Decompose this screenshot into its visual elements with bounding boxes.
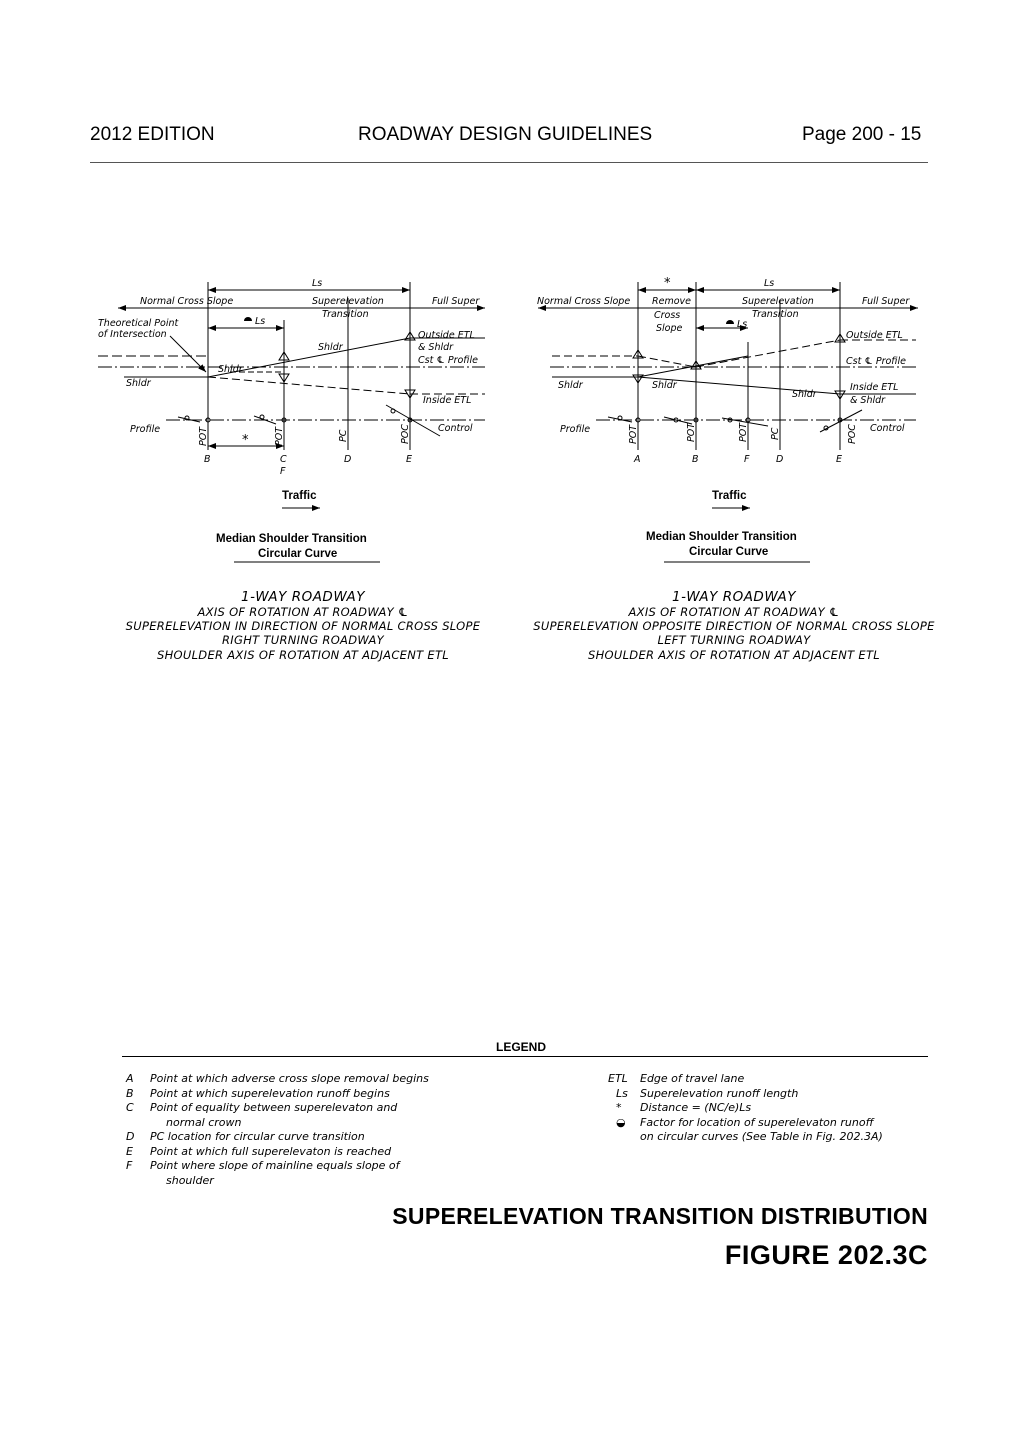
left-factor-icon <box>244 317 252 321</box>
right-ls-label: Ls <box>764 278 775 289</box>
legend-item <box>126 1087 429 1102</box>
left-note-1: 1-WAY ROADWAY <box>241 589 365 605</box>
legend-text: Point where slope of mainline equals slope of <box>150 1159 400 1172</box>
left-note-5: SHOULDER AXIS OF ROTATION AT ADJACENT ETL <box>156 648 450 662</box>
right-star: * <box>664 276 671 291</box>
left-inside-etl: Inside ETL <box>423 395 472 406</box>
right-shldr-left: Shldr <box>558 380 583 391</box>
right-remove-2: Cross <box>654 310 681 321</box>
left-pt-c: C <box>280 454 287 465</box>
legend-key: * <box>616 1101 622 1114</box>
legend-text: shoulder <box>166 1173 214 1187</box>
left-shldr-upper: Shldr <box>318 342 343 353</box>
right-transition-label: Transition <box>752 309 799 320</box>
left-note-4: RIGHT TURNING ROADWAY <box>222 633 384 647</box>
legend-text: PC location for circular curve transition <box>150 1130 365 1143</box>
legend-key: B <box>126 1086 134 1100</box>
right-poc: POC <box>847 424 858 444</box>
right-outside-remove <box>638 356 696 367</box>
right-pt-f: F <box>744 454 750 465</box>
legend-key: C <box>126 1101 134 1114</box>
left-pt-b: B <box>204 454 211 465</box>
right-profile-label: Profile <box>560 424 591 435</box>
left-factor-ls: Ls <box>255 316 266 327</box>
left-shldr-lower: Shldr <box>126 378 151 389</box>
right-and-shldr: & Shldr <box>850 395 886 406</box>
legend-key: Ls <box>616 1086 628 1100</box>
legend-key: ETL <box>608 1072 628 1085</box>
right-control-label: Control <box>870 423 905 434</box>
right-outside-etl: Outside ETL <box>846 330 903 341</box>
left-star: * <box>242 433 249 448</box>
legend-item <box>608 1116 883 1131</box>
left-super-label: Superelevation <box>312 296 384 307</box>
legend-item <box>126 1145 429 1160</box>
header-page: Page 200 - 15 <box>802 124 922 145</box>
right-cst-profile: Cst ℄ Profile <box>846 356 906 367</box>
left-pt-d: D <box>344 454 352 465</box>
left-transition-label: Transition <box>322 309 369 320</box>
left-caption-2: Circular Curve <box>258 548 338 560</box>
right-note-2: AXIS OF ROTATION AT ROADWAY ℄ <box>628 605 840 619</box>
left-traffic: Traffic <box>282 490 317 502</box>
legend-text: Superelevation runoff length <box>640 1086 799 1100</box>
left-profile-label: Profile <box>130 424 161 435</box>
legend-item <box>126 1159 429 1174</box>
left-outside-etl: Outside ETL <box>418 330 475 341</box>
left-cst-profile: Cst ℄ Profile <box>418 355 478 366</box>
right-pt-d: D <box>776 454 784 465</box>
right-pc: PC <box>770 427 781 440</box>
left-and-shldr: & Shldr <box>418 342 454 353</box>
legend-text: Edge of travel lane <box>640 1072 745 1085</box>
right-note-4: LEFT TURNING ROADWAY <box>657 633 811 647</box>
right-pot-f: POT <box>738 422 749 442</box>
left-inside-descend <box>208 377 410 394</box>
legend-text: Point at which full superelevaton is reached <box>150 1144 392 1158</box>
left-control-label: Control <box>438 423 473 434</box>
legend-key: F <box>126 1159 133 1172</box>
left-shldr-mid: Shldr <box>218 364 243 375</box>
legend-text: normal crown <box>166 1115 242 1129</box>
right-pt-a: A <box>634 454 641 465</box>
legend-item <box>126 1072 429 1087</box>
header-edition: 2012 EDITION <box>90 124 215 145</box>
left-theoretical-1: Theoretical Point <box>98 318 179 329</box>
legend-text: Distance = (NC/e)Ls <box>640 1101 752 1114</box>
right-outside-rise <box>696 340 840 367</box>
legend-key <box>126 1174 166 1189</box>
right-shldr-mid: Shldr <box>652 380 677 391</box>
left-theoretical-2: of Intersection <box>98 329 167 340</box>
legend-title: LEGEND <box>496 1040 547 1054</box>
figure-title: SUPERELEVATION TRANSITION DISTRIBUTION <box>392 1203 928 1229</box>
right-note-5: SHOULDER AXIS OF ROTATION AT ADJACENT ETL <box>587 648 881 662</box>
right-note-1: 1-WAY ROADWAY <box>672 589 796 605</box>
left-poc: POC <box>400 424 411 444</box>
legend-key: D <box>126 1130 135 1143</box>
legend-item <box>126 1116 429 1131</box>
legend-text: Point of equality between superelevaton and <box>150 1101 398 1114</box>
left-note-3: SUPERELEVATION IN DIRECTION OF NORMAL CROSS SLOPE <box>125 619 481 633</box>
legend-item <box>608 1087 883 1102</box>
left-normal-label: Normal Cross Slope <box>140 296 234 307</box>
legend-key: E <box>126 1144 133 1158</box>
legend-key <box>608 1130 640 1145</box>
right-inside-etl: Inside ETL <box>850 382 899 393</box>
right-pot-b: POT <box>686 422 697 442</box>
legend-key <box>126 1116 166 1131</box>
legend-text: Point at which superelevation runoff begins <box>150 1086 390 1100</box>
left-tick-dot-3 <box>391 409 395 413</box>
right-normal-label: Normal Cross Slope <box>537 296 631 307</box>
right-caption-1: Median Shoulder Transition <box>646 531 797 543</box>
left-pot-b: POT <box>198 426 209 446</box>
left-pc: PC <box>338 429 349 442</box>
left-ls-label: Ls <box>312 278 323 289</box>
right-factor-icon <box>726 320 734 324</box>
right-pt-e: E <box>836 454 843 465</box>
left-fullsuper-label: Full Super <box>432 296 480 307</box>
right-pot-a: POT <box>628 424 639 444</box>
legend-item <box>126 1101 429 1116</box>
right-remove-1: Remove <box>652 296 691 307</box>
left-caption-1: Median Shoulder Transition <box>216 533 367 545</box>
factor-icon: ◒ <box>616 1115 626 1129</box>
legend-text: Factor for location of superelevaton runoff <box>640 1115 874 1129</box>
legend-item <box>608 1101 883 1116</box>
right-shldr-right: Shldr <box>792 389 817 400</box>
legend-text: on circular curves (See Table in Fig. 202.3A) <box>640 1130 883 1143</box>
right-note-3: SUPERELEVATION OPPOSITE DIRECTION OF NORMAL CROSS SLOPE <box>533 619 935 633</box>
figure-number: FIGURE 202.3C <box>724 1240 928 1270</box>
legend-rule <box>122 1056 928 1057</box>
right-fullsuper-label: Full Super <box>862 296 910 307</box>
right-traffic: Traffic <box>712 490 747 502</box>
right-super-label: Superelevation <box>742 296 814 307</box>
right-pt-b: B <box>692 454 699 465</box>
header-title: ROADWAY DESIGN GUIDELINES <box>358 124 653 145</box>
left-pot-c: POT <box>274 426 285 446</box>
legend-item <box>126 1130 429 1145</box>
right-factor-ls: Ls <box>737 319 748 330</box>
legend-right-list <box>608 1072 883 1145</box>
left-note-2: AXIS OF ROTATION AT ROADWAY ℄ <box>197 605 409 619</box>
left-pt-e: E <box>406 454 413 465</box>
legend-item <box>608 1072 883 1087</box>
right-caption-2: Circular Curve <box>689 546 769 558</box>
legend-key: A <box>126 1072 134 1085</box>
legend-left-list <box>126 1072 429 1188</box>
right-remove-3: Slope <box>656 323 683 334</box>
legend-item <box>608 1130 883 1145</box>
legend-item <box>126 1174 429 1189</box>
legend-text: Point at which adverse cross slope removal begins <box>150 1072 429 1085</box>
left-pt-f: F <box>280 466 286 477</box>
